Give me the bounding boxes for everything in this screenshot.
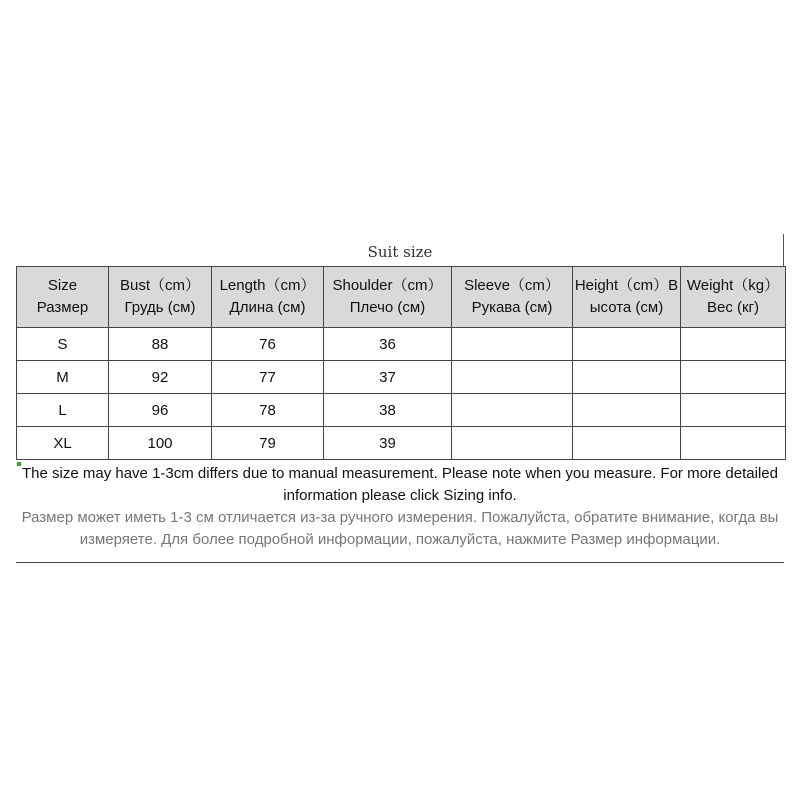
column-header-size: Size Размер: [17, 267, 109, 328]
cell-sleeve: [452, 361, 573, 394]
note-english: The size may have 1-3cm differs due to manual measurement. Please note when you measure. For more detailed information please click Sizing info.: [22, 465, 778, 504]
cell-weight: [681, 328, 786, 361]
cell-bust: 88: [109, 328, 212, 361]
note-russian: Размер может иметь 1-3 см отличается из-за ручного измерения. Пожалуйста, обратите внимание, когда вы измеряете. Для более подробной информации, пожалуйста, нажмите Размер информации.: [21, 509, 779, 548]
cell-sleeve: [452, 328, 573, 361]
cell-size: L: [17, 394, 109, 427]
table-row: [17, 427, 786, 460]
cell-bust: 96: [109, 394, 212, 427]
cell-size: XL: [17, 427, 109, 460]
column-header-height: Height（cm）В ысота (см): [573, 267, 681, 328]
cell-height: [573, 328, 681, 361]
cell-shoulder: 39: [324, 427, 452, 460]
green-marker: [17, 462, 21, 466]
cell-sleeve: [452, 394, 573, 427]
column-header-shoulder: Shoulder（cm） Плечо (см): [324, 267, 452, 328]
cell-weight: [681, 427, 786, 460]
divider: [783, 234, 784, 266]
chart-title: Suit size: [367, 243, 433, 261]
cell-length: 76: [212, 328, 324, 361]
cell-height: [573, 361, 681, 394]
cell-sleeve: [452, 427, 573, 460]
cell-weight: [681, 394, 786, 427]
cell-shoulder: 37: [324, 361, 452, 394]
table-row: [17, 394, 786, 427]
measurement-note: [16, 462, 784, 563]
column-header-bust: Bust（cm） Грудь (см): [109, 267, 212, 328]
cell-length: 77: [212, 361, 324, 394]
table-header-row: [17, 267, 786, 328]
cell-size: M: [17, 361, 109, 394]
cell-shoulder: 38: [324, 394, 452, 427]
cell-length: 78: [212, 394, 324, 427]
cell-bust: 100: [109, 427, 212, 460]
table-row: [17, 361, 786, 394]
size-table: [16, 266, 786, 460]
cell-bust: 92: [109, 361, 212, 394]
cell-shoulder: 36: [324, 328, 452, 361]
column-header-sleeve: Sleeve（cm） Рукава (см): [452, 267, 573, 328]
cell-length: 79: [212, 427, 324, 460]
cell-height: [573, 394, 681, 427]
table-row: [17, 328, 786, 361]
column-header-length: Length（cm） Длина (см): [212, 267, 324, 328]
cell-weight: [681, 361, 786, 394]
column-header-weight: Weight（kg） Вес (кг): [681, 267, 786, 328]
cell-size: S: [17, 328, 109, 361]
cell-height: [573, 427, 681, 460]
